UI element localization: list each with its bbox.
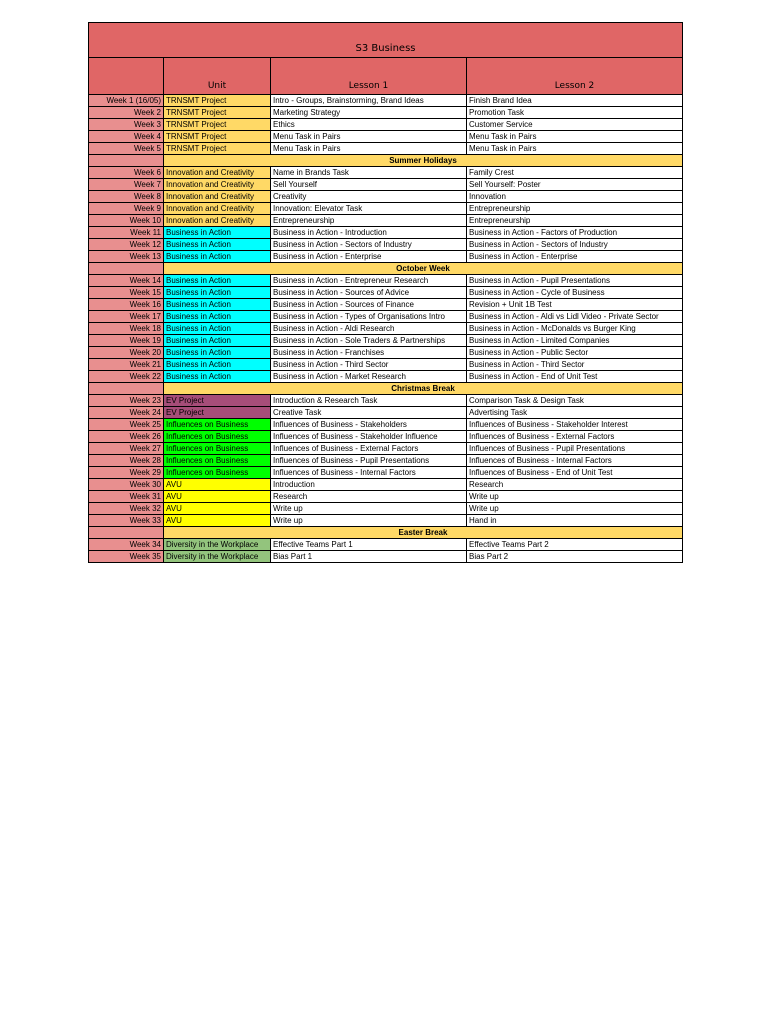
lesson-2-cell: Comparison Task & Design Task <box>467 395 683 407</box>
week-cell: Week 25 <box>89 419 164 431</box>
week-cell: Week 20 <box>89 347 164 359</box>
sheet-title: S3 Business <box>89 23 683 58</box>
unit-cell: AVU <box>164 503 271 515</box>
week-row <box>89 107 683 119</box>
lesson-1-cell: Business in Action - Sole Traders & Partnerships <box>271 335 467 347</box>
week-row <box>89 371 683 383</box>
lesson-1-cell: Creativity <box>271 191 467 203</box>
lesson-1-cell: Business in Action - Sectors of Industry <box>271 239 467 251</box>
lesson-2-cell: Business in Action - End of Unit Test <box>467 371 683 383</box>
week-row <box>89 407 683 419</box>
unit-cell: AVU <box>164 491 271 503</box>
unit-cell: Innovation and Creativity <box>164 191 271 203</box>
week-cell: Week 19 <box>89 335 164 347</box>
break-row <box>89 527 683 539</box>
week-row <box>89 227 683 239</box>
week-cell: Week 6 <box>89 167 164 179</box>
week-cell: Week 11 <box>89 227 164 239</box>
lesson-1-cell: Business in Action - Sources of Finance <box>271 299 467 311</box>
break-row <box>89 263 683 275</box>
week-row <box>89 251 683 263</box>
week-row <box>89 551 683 563</box>
week-row <box>89 395 683 407</box>
week-cell: Week 3 <box>89 119 164 131</box>
week-cell: Week 1 (16/05) <box>89 95 164 107</box>
week-cell: Week 22 <box>89 371 164 383</box>
lesson-1-cell: Bias Part 1 <box>271 551 467 563</box>
lesson-2-cell: Hand in <box>467 515 683 527</box>
unit-cell: Business in Action <box>164 371 271 383</box>
week-row <box>89 347 683 359</box>
lesson-1-cell: Business in Action - Aldi Research <box>271 323 467 335</box>
lesson-1-cell: Influences of Business - Pupil Presentations <box>271 455 467 467</box>
lesson-1-cell: Introduction & Research Task <box>271 395 467 407</box>
unit-cell: TRNSMT Project <box>164 119 271 131</box>
week-row <box>89 95 683 107</box>
week-cell: Week 2 <box>89 107 164 119</box>
week-cell: Week 15 <box>89 287 164 299</box>
unit-cell: Business in Action <box>164 311 271 323</box>
week-cell: Week 12 <box>89 239 164 251</box>
unit-cell: Diversity in the Workplace <box>164 539 271 551</box>
lesson-1-cell: Influences of Business - Stakeholders <box>271 419 467 431</box>
lesson-1-cell: Intro - Groups, Brainstorming, Brand Ideas <box>271 95 467 107</box>
week-row <box>89 131 683 143</box>
week-row <box>89 503 683 515</box>
lesson-2-cell: Business in Action - Factors of Production <box>467 227 683 239</box>
lesson-2-cell: Innovation <box>467 191 683 203</box>
unit-cell: Business in Action <box>164 335 271 347</box>
break-row <box>89 383 683 395</box>
lesson-2-cell: Entrepreneurship <box>467 215 683 227</box>
week-row <box>89 239 683 251</box>
header-row <box>89 58 683 95</box>
unit-cell: Business in Action <box>164 347 271 359</box>
lesson-2-cell: Entrepreneurship <box>467 203 683 215</box>
lesson-2-cell: Finish Brand Idea <box>467 95 683 107</box>
week-cell: Week 24 <box>89 407 164 419</box>
lesson-1-cell: Business in Action - Types of Organisations Intro <box>271 311 467 323</box>
lesson-2-cell: Influences of Business - End of Unit Test <box>467 467 683 479</box>
week-row <box>89 335 683 347</box>
unit-cell: TRNSMT Project <box>164 131 271 143</box>
week-row <box>89 119 683 131</box>
lesson-1-cell: Business in Action - Sources of Advice <box>271 287 467 299</box>
week-row <box>89 143 683 155</box>
lesson-2-cell: Business in Action - Pupil Presentations <box>467 275 683 287</box>
week-cell: Week 7 <box>89 179 164 191</box>
week-cell: Week 27 <box>89 443 164 455</box>
unit-cell: Innovation and Creativity <box>164 215 271 227</box>
week-row <box>89 443 683 455</box>
week-row <box>89 191 683 203</box>
lesson-1-cell: Business in Action - Third Sector <box>271 359 467 371</box>
lesson-1-cell: Sell Yourself <box>271 179 467 191</box>
week-row <box>89 539 683 551</box>
unit-cell: Business in Action <box>164 239 271 251</box>
week-cell: Week 32 <box>89 503 164 515</box>
unit-cell: TRNSMT Project <box>164 107 271 119</box>
lesson-2-cell: Influences of Business - Pupil Presentations <box>467 443 683 455</box>
lesson-2-cell: Promotion Task <box>467 107 683 119</box>
lesson-2-cell: Influences of Business - External Factors <box>467 431 683 443</box>
week-cell: Week 10 <box>89 215 164 227</box>
unit-cell: Business in Action <box>164 299 271 311</box>
week-row <box>89 491 683 503</box>
week-row <box>89 179 683 191</box>
lesson-2-cell: Business in Action - McDonalds vs Burger King <box>467 323 683 335</box>
lesson-2-cell: Influences of Business - Stakeholder Interest <box>467 419 683 431</box>
week-cell: Week 33 <box>89 515 164 527</box>
lesson-2-cell: Write up <box>467 503 683 515</box>
week-cell: Week 9 <box>89 203 164 215</box>
lesson-1-cell: Influences of Business - Stakeholder Influence <box>271 431 467 443</box>
week-row <box>89 167 683 179</box>
unit-cell: AVU <box>164 515 271 527</box>
unit-cell: Business in Action <box>164 323 271 335</box>
week-cell: Week 5 <box>89 143 164 155</box>
lesson-2-cell: Research <box>467 479 683 491</box>
unit-cell: Diversity in the Workplace <box>164 551 271 563</box>
week-row <box>89 203 683 215</box>
unit-cell: AVU <box>164 479 271 491</box>
week-cell: Week 23 <box>89 395 164 407</box>
lesson-1-cell: Ethics <box>271 119 467 131</box>
break-label: Summer Holidays <box>164 155 683 167</box>
week-row <box>89 359 683 371</box>
lesson-1-cell: Business in Action - Entrepreneur Research <box>271 275 467 287</box>
lesson-2-cell: Menu Task in Pairs <box>467 143 683 155</box>
week-cell: Week 14 <box>89 275 164 287</box>
lesson-2-cell: Customer Service <box>467 119 683 131</box>
unit-cell: EV Project <box>164 407 271 419</box>
lesson-2-cell: Influences of Business - Internal Factors <box>467 455 683 467</box>
lesson-1-cell: Innovation: Elevator Task <box>271 203 467 215</box>
week-row <box>89 431 683 443</box>
lesson-2-cell: Advertising Task <box>467 407 683 419</box>
week-cell: Week 28 <box>89 455 164 467</box>
lesson-2-cell: Business in Action - Public Sector <box>467 347 683 359</box>
unit-cell: Influences on Business <box>164 431 271 443</box>
week-row <box>89 419 683 431</box>
unit-cell: Business in Action <box>164 275 271 287</box>
week-row <box>89 479 683 491</box>
break-week-cell <box>89 263 164 275</box>
week-row <box>89 215 683 227</box>
lesson-2-cell: Effective Teams Part 2 <box>467 539 683 551</box>
lesson-1-cell: Creative Task <box>271 407 467 419</box>
unit-cell: Influences on Business <box>164 443 271 455</box>
lesson-2-cell: Business in Action - Sectors of Industry <box>467 239 683 251</box>
week-cell: Week 18 <box>89 323 164 335</box>
break-week-cell <box>89 155 164 167</box>
lesson-1-cell: Write up <box>271 503 467 515</box>
lesson-1-cell: Business in Action - Market Research <box>271 371 467 383</box>
lesson-1-cell: Marketing Strategy <box>271 107 467 119</box>
week-cell: Week 34 <box>89 539 164 551</box>
lesson-1-cell: Introduction <box>271 479 467 491</box>
lesson-1-cell: Menu Task in Pairs <box>271 143 467 155</box>
lesson-2-cell: Business in Action - Aldi vs Lidl Video - Private Sector <box>467 311 683 323</box>
unit-cell: EV Project <box>164 395 271 407</box>
lesson-1-cell: Name in Brands Task <box>271 167 467 179</box>
unit-cell: Business in Action <box>164 359 271 371</box>
unit-cell: TRNSMT Project <box>164 143 271 155</box>
lesson-1-cell: Business in Action - Enterprise <box>271 251 467 263</box>
week-cell: Week 4 <box>89 131 164 143</box>
week-cell: Week 13 <box>89 251 164 263</box>
lesson-1-cell: Entrepreneurship <box>271 215 467 227</box>
unit-cell: Business in Action <box>164 287 271 299</box>
lesson-1-cell: Influences of Business - External Factors <box>271 443 467 455</box>
week-row <box>89 311 683 323</box>
unit-cell: TRNSMT Project <box>164 95 271 107</box>
lesson-1-cell: Write up <box>271 515 467 527</box>
break-label: October Week <box>164 263 683 275</box>
break-label: Easter Break <box>164 527 683 539</box>
schedule-body <box>89 23 683 563</box>
header-unit: Unit <box>164 58 271 95</box>
header-lesson-1: Lesson 1 <box>271 58 467 95</box>
week-cell: Week 30 <box>89 479 164 491</box>
week-cell: Week 31 <box>89 491 164 503</box>
week-cell: Week 29 <box>89 467 164 479</box>
lesson-2-cell: Business in Action - Limited Companies <box>467 335 683 347</box>
unit-cell: Innovation and Creativity <box>164 179 271 191</box>
lesson-2-cell: Write up <box>467 491 683 503</box>
week-cell: Week 21 <box>89 359 164 371</box>
lesson-2-cell: Revision + Unit 1B Test <box>467 299 683 311</box>
week-row <box>89 287 683 299</box>
week-cell: Week 16 <box>89 299 164 311</box>
week-row <box>89 299 683 311</box>
break-label: Christmas Break <box>164 383 683 395</box>
week-row <box>89 455 683 467</box>
header-week <box>89 58 164 95</box>
lesson-2-cell: Business in Action - Enterprise <box>467 251 683 263</box>
unit-cell: Business in Action <box>164 227 271 239</box>
unit-cell: Influences on Business <box>164 419 271 431</box>
lesson-2-cell: Business in Action - Third Sector <box>467 359 683 371</box>
unit-cell: Innovation and Creativity <box>164 167 271 179</box>
week-row <box>89 323 683 335</box>
header-lesson-2: Lesson 2 <box>467 58 683 95</box>
week-cell: Week 26 <box>89 431 164 443</box>
lesson-2-cell: Sell Yourself: Poster <box>467 179 683 191</box>
unit-cell: Innovation and Creativity <box>164 203 271 215</box>
schedule-table <box>88 22 683 563</box>
lesson-2-cell: Menu Task in Pairs <box>467 131 683 143</box>
lesson-1-cell: Effective Teams Part 1 <box>271 539 467 551</box>
unit-cell: Influences on Business <box>164 467 271 479</box>
unit-cell: Influences on Business <box>164 455 271 467</box>
lesson-1-cell: Menu Task in Pairs <box>271 131 467 143</box>
unit-cell: Business in Action <box>164 251 271 263</box>
lesson-1-cell: Business in Action - Franchises <box>271 347 467 359</box>
lesson-1-cell: Business in Action - Introduction <box>271 227 467 239</box>
lesson-2-cell: Bias Part 2 <box>467 551 683 563</box>
break-week-cell <box>89 383 164 395</box>
week-cell: Week 17 <box>89 311 164 323</box>
week-row <box>89 275 683 287</box>
lesson-2-cell: Family Crest <box>467 167 683 179</box>
break-week-cell <box>89 527 164 539</box>
lesson-1-cell: Research <box>271 491 467 503</box>
lesson-2-cell: Business in Action - Cycle of Business <box>467 287 683 299</box>
lesson-1-cell: Influences of Business - Internal Factors <box>271 467 467 479</box>
break-row <box>89 155 683 167</box>
week-cell: Week 35 <box>89 551 164 563</box>
week-cell: Week 8 <box>89 191 164 203</box>
title-row <box>89 23 683 58</box>
week-row <box>89 467 683 479</box>
week-row <box>89 515 683 527</box>
